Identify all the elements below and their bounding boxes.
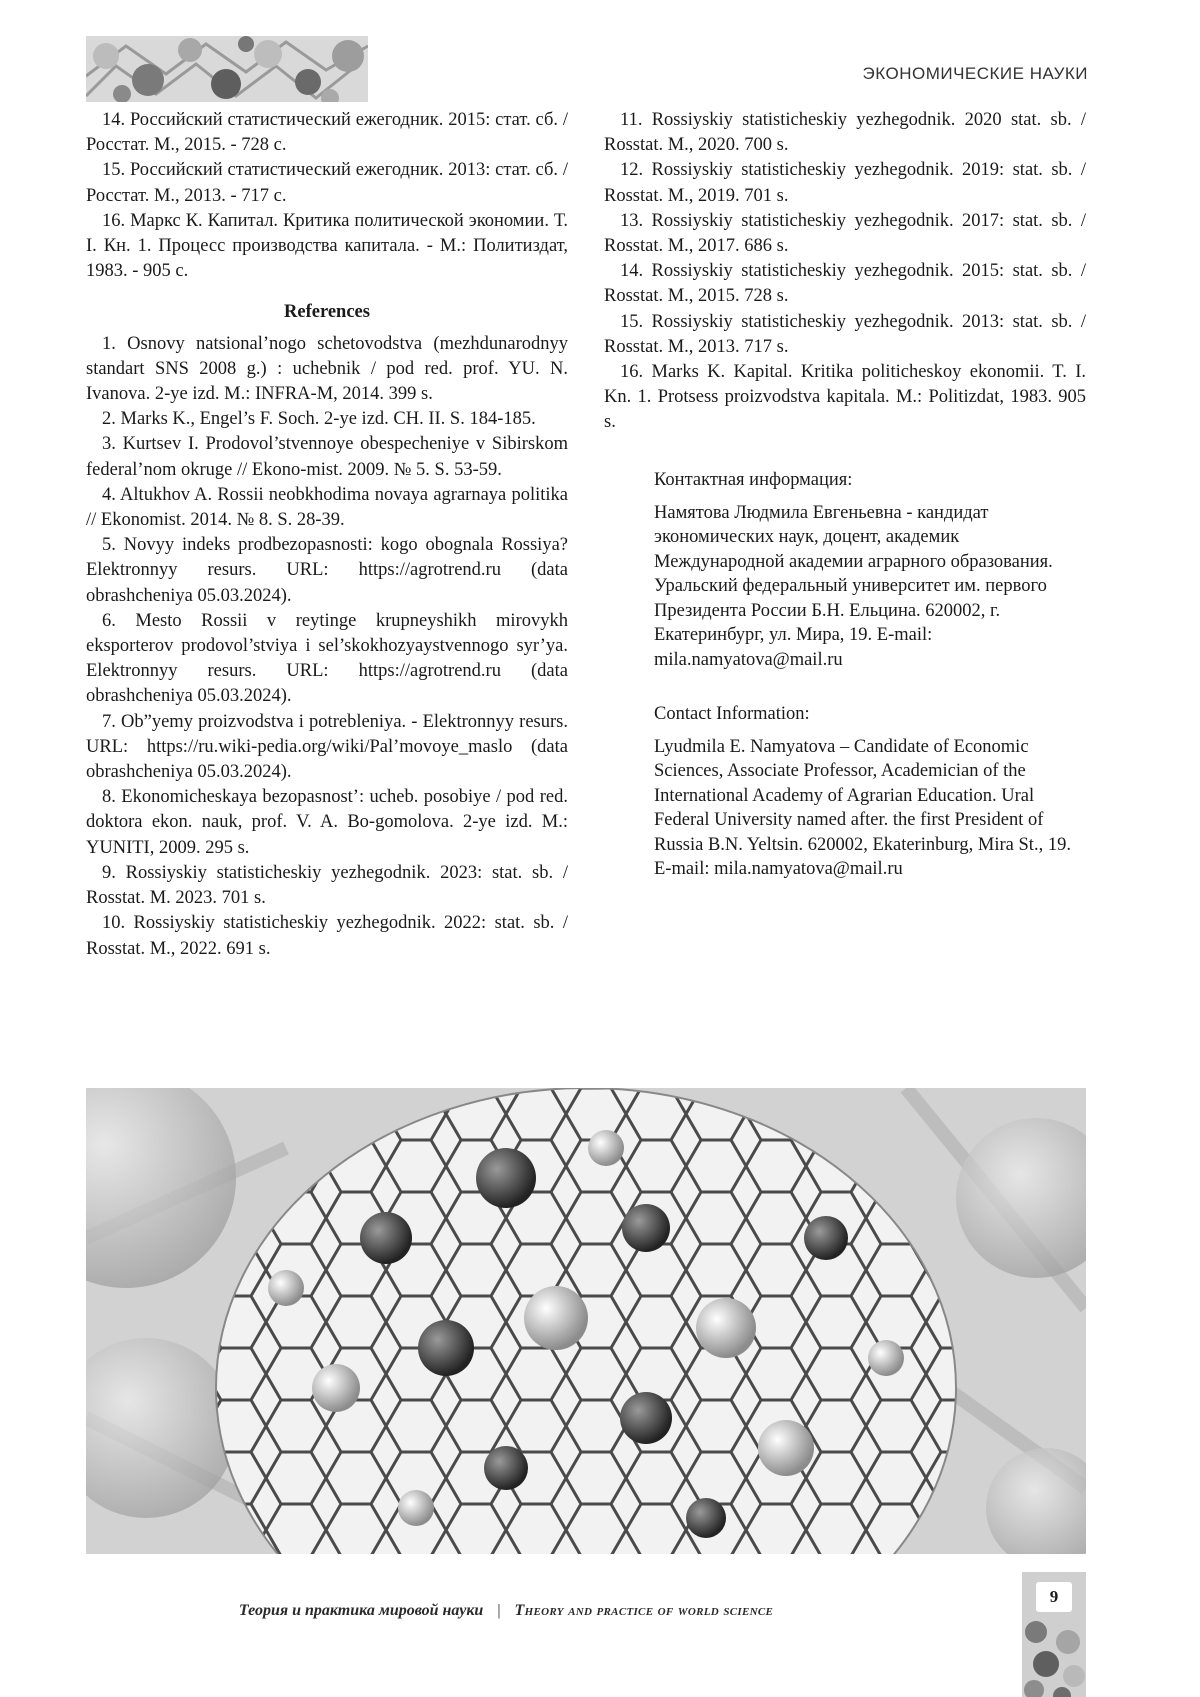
en-ref-13: 13. Rossiyskiy statisticheskiy yezhegodnik. 2017: stat. sb. / Rosstat. M., 2017. 686 s. <box>604 210 1086 257</box>
section-title: ЭКОНОМИЧЕСКИЕ НАУКИ <box>862 64 1088 83</box>
contact-ru-text: Намятова Людмила Евгеньевна - кандидат экономических наук, доцент, академик Международной академии аграрного образования. Уральский федеральный университет им. первого Президента России Б.Н. Ельцина. 620002, г. Екатеринбург, ул. Мира, 19. E-mail: mila.namyatova@mail.ru <box>654 502 1053 670</box>
journal-title-ru: Теория и практика мировой науки <box>238 1602 484 1619</box>
en-ref-7: 7. Ob”yemy proizvodstva i potrebleniya. - Elektronnyy resurs. URL: https://ru.wiki-pedia.org/wiki/Pal’movoye_maslo (data obrashcheniya 05.03.2024). <box>86 711 568 783</box>
en-ref-4: 4. Altukhov A. Rossii neobkhodima novaya agrarnaya politika // Ekonomist. 2014. № 8. S. 28-39. <box>86 484 568 531</box>
header-molecule-banner <box>86 36 368 102</box>
en-ref-9: 9. Rossiyskiy statisticheskiy yezhegodnik. 2023: stat. sb. / Rosstat. M. 2023. 701 s. <box>86 862 568 909</box>
contact-en-label: Contact Information: <box>654 704 810 724</box>
ru-ref-15: 15. Российский статистический ежегодник. 2013: стат. сб. / Росстат. М., 2013. - 717 с. <box>86 160 568 206</box>
contact-en-email: E-mail: mila.namyatova@mail.ru <box>654 859 903 879</box>
journal-footer <box>86 1602 926 1620</box>
ru-ref-14: 14. Российский статистический ежегодник. 2015: стат. сб. / Росстат. М., 2015. - 728 с. <box>86 110 568 156</box>
contact-ru <box>654 468 1086 672</box>
page-badge <box>1022 1572 1086 1697</box>
en-ref-10: 10. Rossiyskiy statisticheskiy yezhegodnik. 2022: stat. sb. / Rosstat. M., 2022. 691 s. <box>86 913 568 959</box>
references-heading: References <box>284 302 370 323</box>
en-ref-12: 12. Rossiyskiy statisticheskiy yezhegodnik. 2019: stat. sb. / Rosstat. M., 2019. 701 s. <box>604 160 1086 206</box>
ru-ref-16: 16. Маркс К. Капитал. Критика политической экономии. Т. I. Кн. 1. Процесс производства капитала. - М.: Политиздат, 1983. - 905 с. <box>86 210 568 282</box>
journal-title-en: Theory and practice of world science <box>514 1602 774 1619</box>
fullerene-icon <box>86 1088 1086 1554</box>
molecule-banner-icon <box>86 36 368 102</box>
en-ref-11: 11. Rossiyskiy statisticheskiy yezhegodnik. 2020 stat. sb. / Rosstat. M., 2020. 700 s. <box>604 110 1086 156</box>
en-ref-5: 5. Novyy indeks prodbezopasnosti: kogo obognala Rossiya? Elektronnyy resurs. URL: https://agrotrend.ru (data obrashcheniya 05.03.2024). <box>86 535 568 606</box>
fullerene-hero-image <box>86 1088 1086 1554</box>
en-ref-1: 1. Osnovy natsional’nogo schetovodstva (mezhdunarodnyy standart SNS 2008 g.) : uchebnik / pod red. prof. YU. N. Ivanova. 2-ye izd. M.: INFRA-M, 2014. 399 s. <box>86 333 568 405</box>
en-ref-15: 15. Rossiyskiy statisticheskiy yezhegodnik. 2013: stat. sb. / Rosstat. M., 2013. 717 s. <box>604 311 1086 357</box>
en-ref-8: 8. Ekonomicheskaya bezopasnost’: ucheb. posobiye / pod red. doktora ekon. nauk, prof. V. A. Bo-gomolova. 2-ye izd. M.: YUNITI, 2009. 295 s. <box>86 787 568 858</box>
en-ref-2: 2. Marks K., Engel’s F. Soch. 2-ye izd. CH. II. S. 184-185. <box>102 409 536 430</box>
en-ref-16: 16. Marks K. Kapital. Kritika politicheskoy ekonomii. T. I. Kn. 1. Protsess proizvodstva kapitala. M.: Politizdat, 1983. 905 s. <box>604 362 1086 433</box>
page-number: 9 <box>1036 1582 1072 1612</box>
contact-en-text: Lyudmila E. Namyatova – Candidate of Economic Sciences, Associate Professor, Academician of the International Academy of Agrarian Education. Ural Federal University named after. the first President of Russia B.N. Yeltsin. 620002, Ekaterinburg, Mira St., 19. <box>654 736 1071 855</box>
en-ref-14: 14. Rossiyskiy statisticheskiy yezhegodnik. 2015: stat. sb. / Rosstat. M., 2015. 728 s. <box>604 261 1086 307</box>
en-ref-3: 3. Kurtsev I. Prodovol’stvennoye obespecheniye v Sibirskom federal’nom okruge // Ekono-mist. 2009. № 5. S. 53-59. <box>86 434 568 480</box>
contact-en <box>654 702 1086 882</box>
en-ref-6: 6. Mesto Rossii v reytinge krupneyshikh mirovykh eksporterov prodovol’stviya i sel’skokhozyaystvennogo syr’ya. Elektronnyy resurs. URL: https://agrotrend.ru (data obrashcheniya 05.03.2024). <box>86 610 568 707</box>
right-column <box>604 108 1086 436</box>
footer-separator: | <box>497 1602 501 1619</box>
contact-ru-label: Контактная информация: <box>654 470 853 490</box>
left-column <box>86 108 568 962</box>
